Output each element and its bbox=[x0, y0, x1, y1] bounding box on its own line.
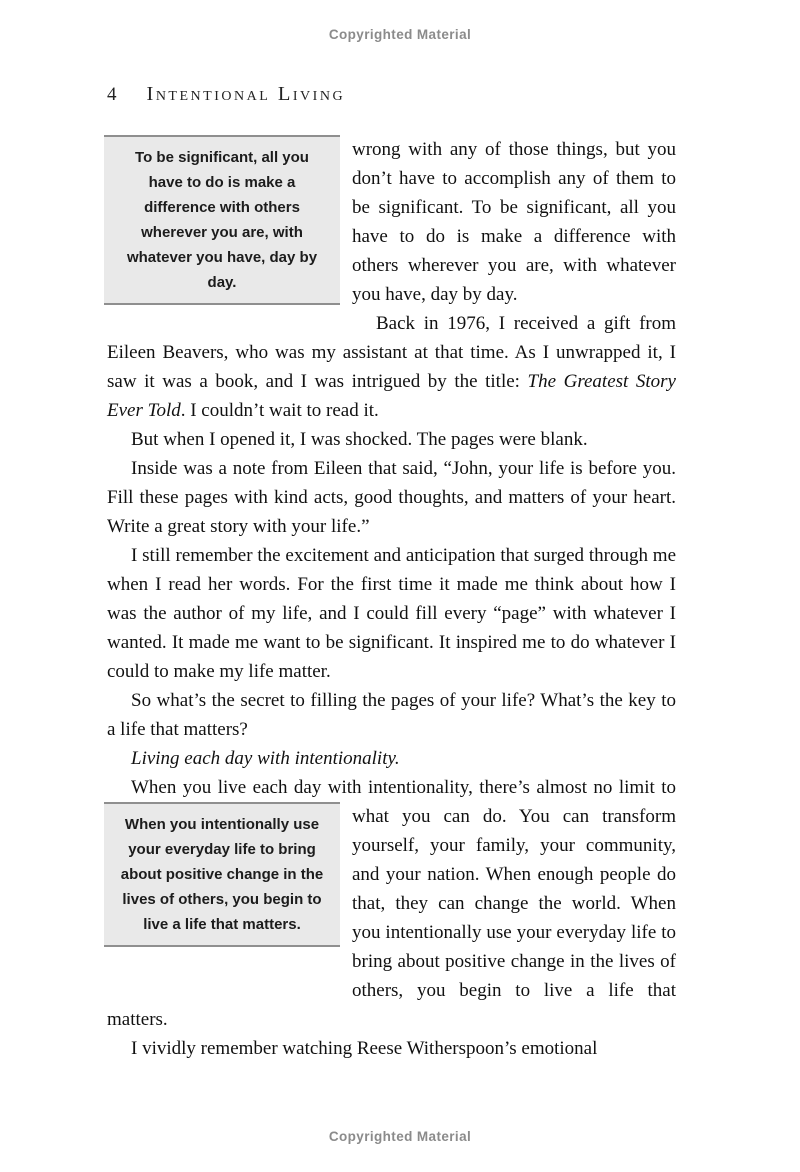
copyright-watermark-bottom: Copyrighted Material bbox=[328, 1129, 472, 1144]
page-number: 4 bbox=[107, 84, 117, 105]
page-body bbox=[107, 135, 676, 1063]
pullquote-box-1: To be significant, all you have to do is make a difference with others wherever you are, with whatever you have, day by day. bbox=[104, 135, 340, 305]
pullquote-box-2: When you intentionally use your everyday life to bring about positive change in the lives of others, you begin to live a life that matters. bbox=[104, 802, 340, 947]
running-title: Intentional Living bbox=[146, 83, 346, 105]
copyright-watermark-top: Copyrighted Material bbox=[328, 27, 472, 42]
body-paragraph-gift bbox=[107, 309, 676, 425]
paragraph-text: limit to what you can do. You can transform yourself, your family, your community, and your nation. When enough people do that, they can change the world. When you intentionally use your everyday life to bring about positive change in the lives of others, you begin to live a life that matters. bbox=[107, 777, 676, 1030]
body-paragraph-continuation: wrong with any of those things, but you don’t have to accomplish any of them to be significant. To be significant, all you have to do is make a difference with others wherever you are, with whatever you have, day by day. bbox=[352, 139, 676, 305]
book-title-italic: The Greatest Story Ever Told bbox=[107, 371, 676, 421]
body-paragraph-no-limit bbox=[107, 773, 676, 1034]
paragraph-text: Back in 1976, I received a gift from Eileen Beavers, who was my assistant at that time. As I unwrapped it, I saw it was a book, and I was intrigued by the title: bbox=[107, 313, 676, 392]
body-paragraph-note: Inside was a note from Eileen that said, “John, your life is before you. Fill these pages with kind acts, good thoughts, and matters of your heart. Write a great story with your life.” bbox=[107, 458, 676, 537]
body-paragraph-shocked: But when I opened it, I was shocked. The pages were blank. bbox=[131, 429, 588, 450]
paragraph-text: . I couldn’t wait to read it. bbox=[180, 400, 379, 421]
body-paragraph-secret: So what’s the secret to filling the pages of your life? What’s the key to a life that matters? bbox=[107, 690, 676, 740]
page-header bbox=[107, 83, 345, 106]
body-paragraph-witherspoon: I vividly remember watching Reese Witherspoon’s emotional bbox=[131, 1038, 598, 1059]
paragraph-text: When you live each day with intentionality, there’s almost no bbox=[131, 777, 619, 798]
body-paragraph-excitement: I still remember the excitement and anticipation that surged through me when I read her words. For the first time it made me think about how I was the author of my life, and I could fill every “page” with whatever I wanted. It made me want to be significant. It inspired me to do whatever I could to make my life matter. bbox=[107, 545, 676, 682]
body-paragraph-intentionality-italic: Living each day with intentionality. bbox=[131, 748, 400, 769]
